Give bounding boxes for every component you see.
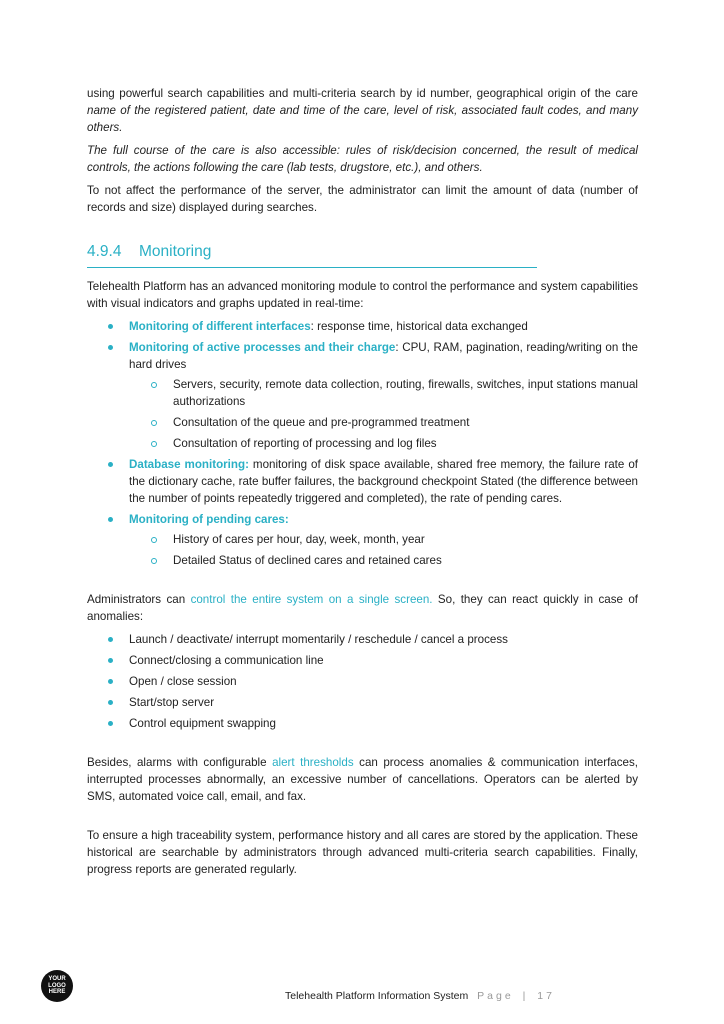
sub-list-item [173, 531, 638, 548]
intro-text: using powerful search capabilities and multi-criteria search by id number, geographical origin of the care [87, 87, 638, 100]
list-item-label: Monitoring of pending cares: [129, 513, 289, 526]
spacer [87, 575, 638, 591]
sub-list-item [173, 435, 638, 452]
circle-bullet-icon [151, 420, 157, 426]
intro-paragraph-2: The full course of the care is also accessible: rules of risk/decision concerned, the result of medical controls, the actions following the care (lab tests, drugstore, etc.), and others. [87, 144, 638, 174]
sub-item-text: Consultation of the queue and pre-programmed treatment [173, 416, 470, 429]
bullet-icon [108, 721, 113, 726]
bullet-icon [108, 324, 113, 329]
section-title: Monitoring [139, 243, 212, 260]
bullet-icon [108, 700, 113, 705]
admin-text-end: So, they can react quickly in case of anomalies: [87, 593, 638, 623]
sub-list-item [173, 552, 638, 569]
list-item [129, 715, 638, 732]
sub-item-text: History of cares per hour, day, week, month, year [173, 533, 425, 546]
circle-bullet-icon [151, 441, 157, 447]
footer-separator: | [522, 990, 529, 1002]
list-item [129, 318, 638, 335]
list-item-text: Connect/closing a communication line [129, 654, 324, 667]
list-item [129, 456, 638, 507]
traceability-paragraph: To ensure a high traceability system, performance history and all cares are stored by the application. These historical are searchable by administrators through advanced multi-criteria search capabilities. Finally, progress reports are generated regularly. [87, 829, 638, 876]
admin-highlight: control the entire system on a single screen. [190, 593, 433, 606]
list-item-text: Open / close session [129, 675, 237, 688]
spacer [87, 811, 638, 827]
circle-bullet-icon [151, 537, 157, 543]
section-intro: Telehealth Platform has an advanced monitoring module to control the performance and system capabilities with visual indicators and graphs updated in real-time: [87, 280, 639, 310]
page-content [87, 85, 638, 884]
monitoring-list [87, 318, 638, 569]
admin-paragraph [87, 591, 638, 625]
spacer [87, 738, 638, 754]
list-item [129, 631, 638, 648]
page-footer [285, 990, 555, 1002]
list-item [129, 673, 638, 690]
bullet-icon [108, 679, 113, 684]
admin-text-start: Administrators can [87, 593, 191, 606]
footer-title: Telehealth Platform Information System [285, 990, 469, 1002]
footer-page-word: Page [477, 990, 514, 1002]
sub-item-text: Consultation of reporting of processing and log files [173, 437, 437, 450]
list-item [129, 652, 638, 669]
sub-item-text: Servers, security, remote data collection, routing, firewalls, switches, input stations manual authorizations [173, 378, 638, 408]
list-item-label: Monitoring of different interfaces [129, 320, 311, 333]
sub-list-item [173, 376, 638, 410]
logo-text-line: YOUR [48, 976, 66, 983]
list-item [129, 694, 638, 711]
alarms-highlight: alert thresholds [272, 756, 354, 769]
bullet-icon [108, 462, 113, 467]
intro-italic-text: name of the registered patient, date and time of the care, level of risk, associated fault codes, and many others. [87, 104, 638, 134]
alarms-text-end: can process anomalies & communication interfaces, interrupted processes abnormally, an excessive number of cancellations. Operators can be alerted by SMS, automated voice call, email, and fax. [87, 756, 639, 803]
sub-list-item [173, 414, 638, 431]
bullet-icon [108, 658, 113, 663]
list-item [129, 511, 638, 569]
bullet-icon [108, 517, 113, 522]
bullet-icon [108, 345, 113, 350]
bullet-icon [108, 637, 113, 642]
circle-bullet-icon [151, 558, 157, 564]
intro-paragraph-1 [87, 85, 638, 136]
alarms-text-start: Besides, alarms with configurable [87, 756, 273, 769]
list-item-text: Start/stop server [129, 696, 215, 709]
sub-list [129, 376, 638, 452]
list-item [129, 339, 638, 452]
list-item-label: Monitoring of active processes and their charge [129, 341, 396, 354]
list-item-text: Launch / deactivate/ interrupt momentarily / reschedule / cancel a process [129, 633, 508, 646]
circle-bullet-icon [151, 382, 157, 388]
list-item-text: : response time, historical data exchanged [310, 320, 528, 333]
section-number: 4.9.4 [87, 243, 122, 260]
list-item-text: : CPU, RAM, pagination, reading/writing on the hard drives [129, 341, 638, 371]
list-item-label: Database monitoring: [129, 458, 249, 471]
list-item-text: Control equipment swapping [129, 717, 276, 730]
section-heading [87, 242, 537, 268]
alarms-paragraph [87, 754, 638, 805]
logo-text-line: HERE [48, 989, 66, 996]
footer-page-number: 17 [537, 990, 555, 1002]
logo-text-line: LOGO [48, 982, 66, 989]
admin-actions-list [87, 631, 638, 732]
sub-item-text: Detailed Status of declined cares and retained cares [173, 554, 442, 567]
intro-paragraph-3: To not affect the performance of the server, the administrator can limit the amount of data (number of records and size) displayed during searches. [87, 184, 638, 214]
logo-badge [41, 970, 73, 1002]
list-item-text: monitoring of disk space available, shared free memory, the failure rate of the dictionary cache, rate buffer failures, the background checkpoint Stated (the difference between the number of points repeatedly triggered and completed), the rate of pending cares. [129, 458, 638, 505]
sub-list [129, 531, 638, 569]
